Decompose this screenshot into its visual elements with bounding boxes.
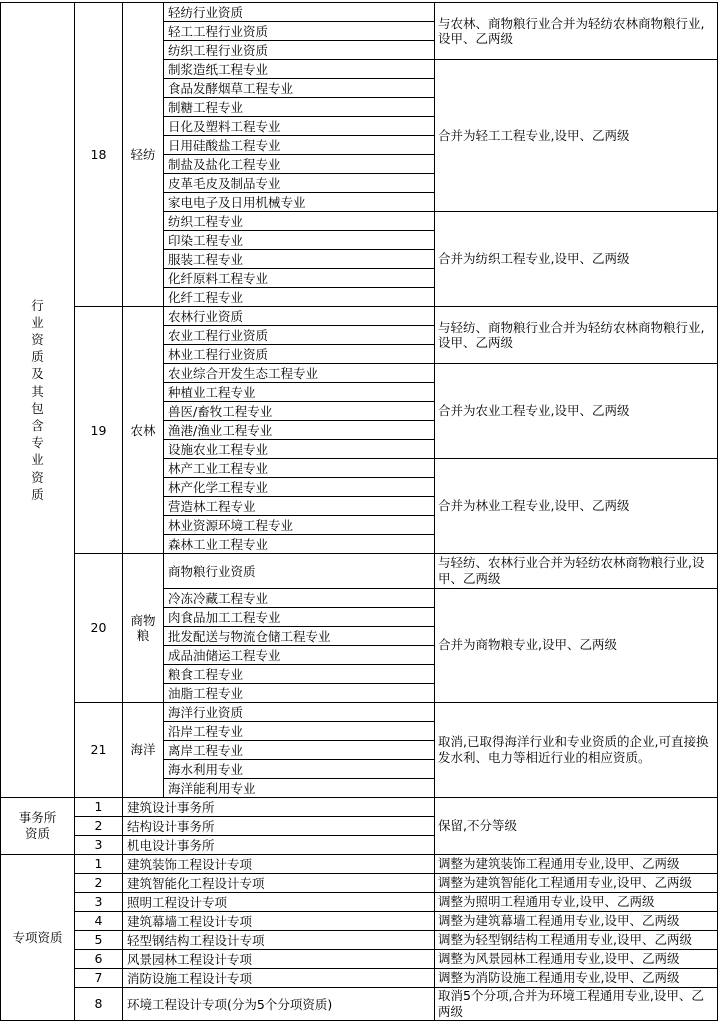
qualification-item: 林产工业工程专业: [164, 459, 435, 478]
table-row: [1, 3, 718, 22]
table-row: [1, 930, 718, 949]
qualification-item: 海洋行业资质: [164, 702, 435, 721]
table-row: [1, 968, 718, 987]
qualification-item: 日化及塑料工程专业: [164, 117, 435, 136]
qualification-item: 林产化学工程专业: [164, 478, 435, 497]
industry-name: [123, 3, 164, 307]
remark: 与轻纺、农林行业合并为轻纺农林商物粮行业,设甲、乙两级: [435, 554, 718, 589]
qualification-item: 油脂工程专业: [164, 683, 435, 702]
table-row: [1, 873, 718, 892]
section-category-label: 行业资质及其包含专业资质: [31, 297, 44, 502]
industry-name-label: 商物粮: [130, 612, 156, 643]
qualification-item: 林业资源环境工程专业: [164, 516, 435, 535]
qualification-item: 消防设施工程设计专项: [123, 968, 435, 987]
industry-name-label: 轻纺: [130, 147, 156, 162]
row-number: 2: [75, 873, 123, 892]
qualification-item: 农林行业资质: [164, 307, 435, 326]
row-number: 7: [75, 968, 123, 987]
qualification-item: 服装工程专业: [164, 250, 435, 269]
qualification-item: 农业综合开发生态工程专业: [164, 364, 435, 383]
row-number: 21: [75, 702, 123, 797]
qualification-item: 兽医/畜牧工程专业: [164, 402, 435, 421]
industry-name-label: 农林: [130, 422, 156, 438]
remark: 取消,已取得海洋行业和专业资质的企业,可直接换发水利、电力等相近行业的相应资质。: [435, 702, 718, 797]
remark: 调整为建筑装饰工程通用专业,设甲、乙两级: [435, 854, 718, 873]
qualification-item: 渔港/渔业工程专业: [164, 421, 435, 440]
qualification-item: 建筑智能化工程设计专项: [123, 873, 435, 892]
qualification-item: 设施农业工程专业: [164, 440, 435, 459]
qualification-item: 轻纺行业资质: [164, 3, 435, 22]
remark: 调整为轻型钢结构工程通用专业,设甲、乙两级: [435, 930, 718, 949]
qualification-item: 化纤原料工程专业: [164, 269, 435, 288]
row-number: 4: [75, 911, 123, 930]
table-row: [1, 892, 718, 911]
remark: 取消5个分项,合并为环境工程通用专业,设甲、乙两级: [435, 987, 718, 1020]
section-category: [1, 3, 75, 798]
row-number: 6: [75, 949, 123, 968]
qualification-item: 制浆造纸工程专业: [164, 60, 435, 79]
qualification-item: 印染工程专业: [164, 231, 435, 250]
section-category-label: 事务所资质: [18, 809, 57, 841]
qualification-table: [0, 2, 718, 1021]
qualification-item: 机电设计事务所: [123, 835, 435, 854]
remark: 合并为轻工工程专业,设甲、乙两级: [435, 60, 718, 212]
table-row: [1, 911, 718, 930]
qualification-item: 建筑设计事务所: [123, 797, 435, 816]
row-number: 18: [75, 3, 123, 307]
row-number: 3: [75, 892, 123, 911]
remark: 与农林、商物粮行业合并为轻纺农林商物粮行业,设甲、乙两级: [435, 3, 718, 60]
remark: 与轻纺、商物粮行业合并为轻纺农林商物粮行业,设甲、乙两级: [435, 307, 718, 364]
table-row: [1, 307, 718, 326]
section-category: [1, 797, 75, 854]
table-row: [1, 949, 718, 968]
qualification-item: 粮食工程专业: [164, 664, 435, 683]
qualification-item: 环境工程设计专项(分为5个分项资质): [123, 987, 435, 1020]
qualification-item: 批发配送与物流仓储工程专业: [164, 626, 435, 645]
table-row: [1, 987, 718, 1020]
remark: 合并为农业工程专业,设甲、乙两级: [435, 364, 718, 459]
row-number: 1: [75, 797, 123, 816]
row-number: 3: [75, 835, 123, 854]
qualification-item: 制糖工程专业: [164, 98, 435, 117]
qualification-item: 皮革毛皮及制品专业: [164, 174, 435, 193]
qualification-item: 商物粮行业资质: [164, 554, 435, 589]
qualification-item: 纺织工程专业: [164, 212, 435, 231]
qualification-item: 冷冻冷藏工程专业: [164, 588, 435, 607]
qualification-item: 沿岸工程专业: [164, 721, 435, 740]
row-number: 20: [75, 554, 123, 703]
qualification-item: 成品油储运工程专业: [164, 645, 435, 664]
remark: 调整为建筑智能化工程通用专业,设甲、乙两级: [435, 873, 718, 892]
qualification-item: 林业工程行业资质: [164, 345, 435, 364]
qualification-item: 化纤工程专业: [164, 288, 435, 307]
qualification-item: 轻工工程行业资质: [164, 22, 435, 41]
industry-name: [123, 307, 164, 554]
row-number: 19: [75, 307, 123, 554]
qualification-table-body: [1, 3, 718, 1021]
table-row: [1, 702, 718, 721]
remark: 合并为林业工程专业,设甲、乙两级: [435, 459, 718, 554]
row-number: 2: [75, 816, 123, 835]
table-row: [1, 554, 718, 589]
row-number: 5: [75, 930, 123, 949]
qualification-item: 种植业工程专业: [164, 383, 435, 402]
remark: 合并为商物粮专业,设甲、乙两级: [435, 588, 718, 702]
table-row: [1, 854, 718, 873]
qualification-item: 肉食品加工工程专业: [164, 607, 435, 626]
qualification-item: 建筑幕墙工程设计专项: [123, 911, 435, 930]
remark: 合并为纺织工程专业,设甲、乙两级: [435, 212, 718, 307]
qualification-item: 海洋能利用专业: [164, 778, 435, 797]
row-number: 8: [75, 987, 123, 1020]
qualification-item: 家电电子及日用机械专业: [164, 193, 435, 212]
qualification-item: 纺织工程行业资质: [164, 41, 435, 60]
section-category: 专项资质: [1, 854, 75, 1020]
qualification-item: 日用硅酸盐工程专业: [164, 136, 435, 155]
qualification-item: 建筑装饰工程设计专项: [123, 854, 435, 873]
remark: 保留,不分等级: [435, 797, 718, 854]
qualification-item: 离岸工程专业: [164, 740, 435, 759]
qualification-item: 海水利用专业: [164, 759, 435, 778]
remark: 调整为风景园林工程通用专业,设甲、乙两级: [435, 949, 718, 968]
qualification-item: 照明工程设计专项: [123, 892, 435, 911]
row-number: 1: [75, 854, 123, 873]
qualification-item: 轻型钢结构工程设计专项: [123, 930, 435, 949]
industry-name: [123, 702, 164, 797]
industry-name-label: 海洋: [130, 742, 156, 758]
remark: 调整为照明工程通用专业,设甲、乙两级: [435, 892, 718, 911]
qualification-item: 制盐及盐化工程专业: [164, 155, 435, 174]
qualification-item: 森林工业工程专业: [164, 535, 435, 554]
remark: 调整为消防设施工程通用专业,设甲、乙两级: [435, 968, 718, 987]
qualification-item: 食品发酵烟草工程专业: [164, 79, 435, 98]
table-row: [1, 797, 718, 816]
qualification-item: 风景园林工程设计专项: [123, 949, 435, 968]
qualification-item: 营造林工程专业: [164, 497, 435, 516]
industry-name: [123, 554, 164, 703]
qualification-item: 农业工程行业资质: [164, 326, 435, 345]
remark: 调整为建筑幕墙工程通用专业,设甲、乙两级: [435, 911, 718, 930]
qualification-item: 结构设计事务所: [123, 816, 435, 835]
